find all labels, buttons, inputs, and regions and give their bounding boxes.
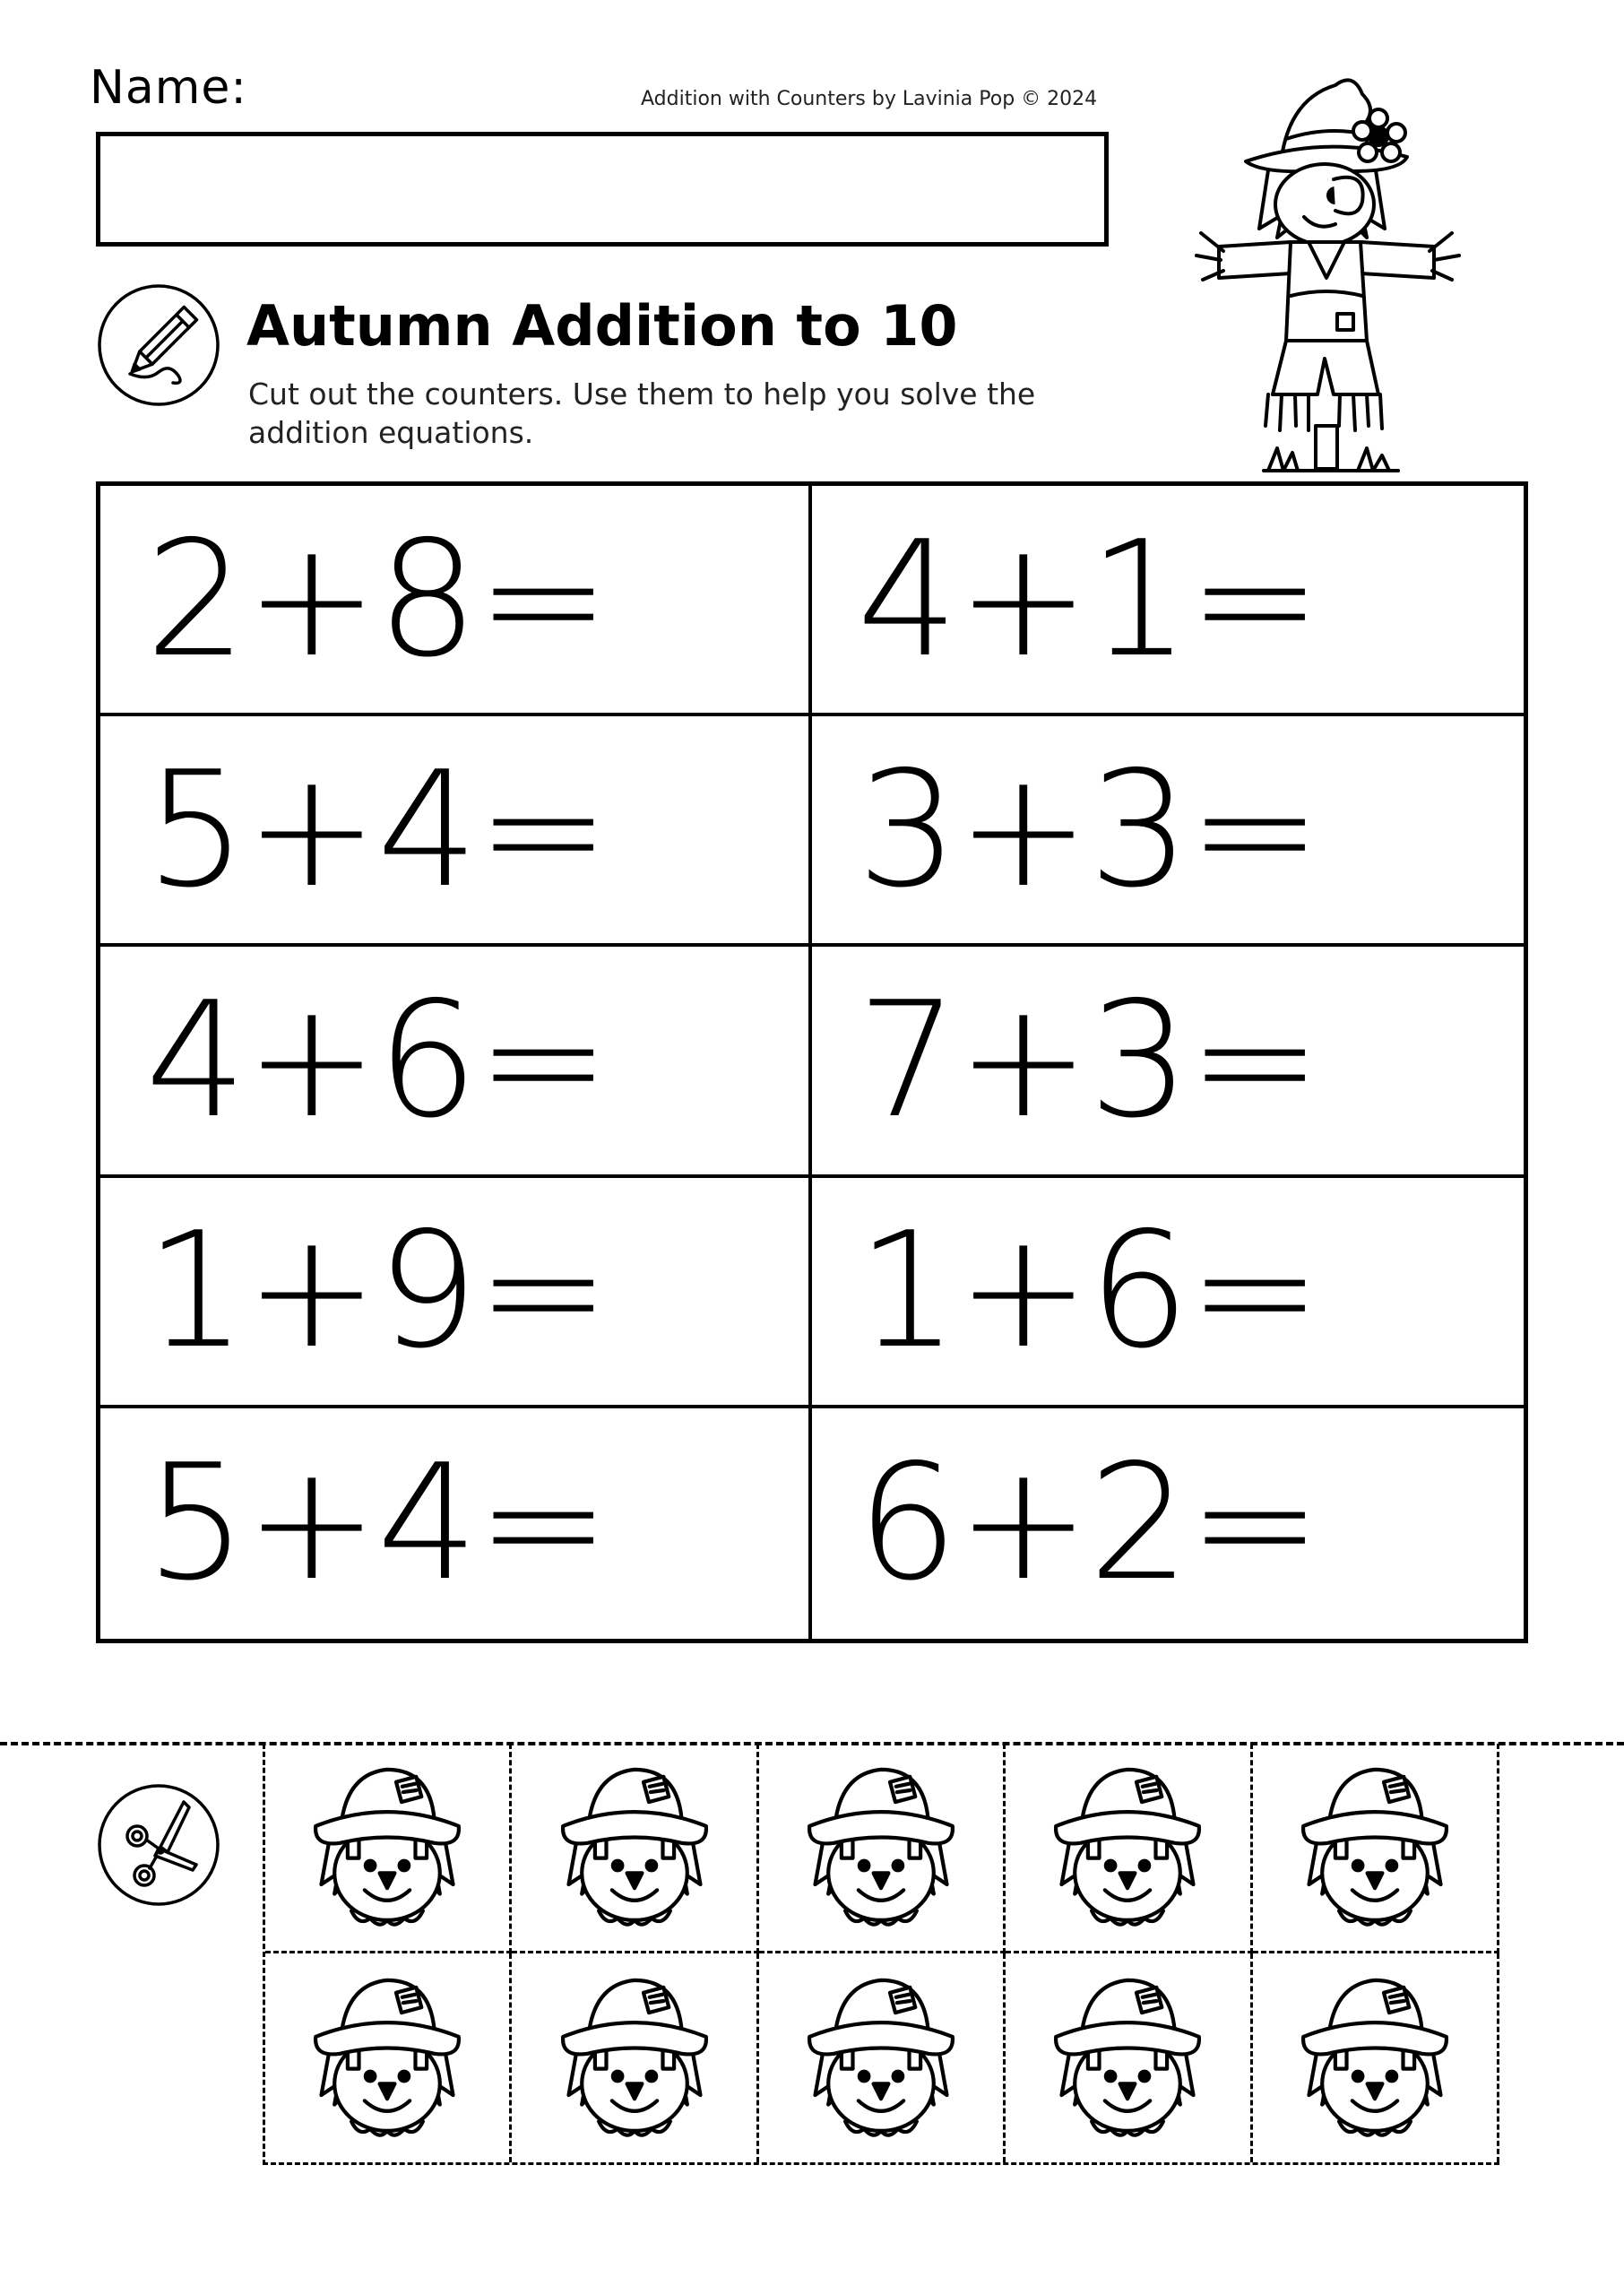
scarecrow-counter[interactable] [1006, 1744, 1252, 1953]
equation-cell[interactable]: 3+3= [812, 716, 1524, 947]
scarecrow-face-icon [1033, 1963, 1222, 2152]
scarecrow-face-icon [293, 1963, 481, 2152]
scarecrow-illustration [1183, 72, 1479, 480]
equation-cell[interactable]: 4+6= [100, 947, 812, 1177]
scarecrow-face-icon [540, 1753, 729, 1941]
instructions: Cut out the counters. Use them to help you solve the addition equations. [248, 377, 1036, 450]
equation-cell[interactable]: 1+9= [100, 1178, 812, 1408]
scarecrow-counter[interactable] [1006, 1953, 1252, 2163]
equation-cell[interactable]: 2+8= [100, 486, 812, 716]
scarecrow-counter[interactable] [265, 1953, 512, 2163]
scarecrow-counter[interactable] [512, 1744, 758, 1953]
equation-cell[interactable]: 5+4= [100, 716, 812, 947]
scarecrow-counter[interactable] [759, 1953, 1006, 2163]
scarecrow-counter[interactable] [1253, 1744, 1499, 1953]
equation-cell[interactable]: 5+4= [100, 1408, 812, 1639]
scarecrow-face-icon [293, 1753, 481, 1941]
equation-cell[interactable]: 4+1= [812, 486, 1524, 716]
pencil-icon [96, 282, 221, 408]
scarecrow-counter[interactable] [1253, 1953, 1499, 2163]
scissors-icon [96, 1782, 221, 1908]
page-title: Autumn Addition to 10 [246, 293, 958, 359]
scarecrow-face-icon [1033, 1753, 1222, 1941]
counter-grid [263, 1744, 1499, 2165]
equation-cell[interactable]: 6+2= [857, 1430, 1320, 1616]
scarecrow-counter[interactable] [265, 1744, 512, 1953]
equation-table [96, 481, 1528, 1643]
name-field[interactable] [96, 132, 1109, 247]
scarecrow-face-icon [1281, 1963, 1469, 2152]
scarecrow-face-icon [1281, 1753, 1469, 1941]
scarecrow-face-icon [540, 1963, 729, 2152]
scarecrow-face-icon [787, 1963, 975, 2152]
scarecrow-counter[interactable] [512, 1953, 758, 2163]
name-label: Name: [90, 61, 247, 115]
scarecrow-face-icon [787, 1753, 975, 1941]
equation-cell[interactable]: 7+3= [812, 947, 1524, 1177]
scarecrow-counter[interactable] [759, 1744, 1006, 1953]
equation-cell[interactable]: 1+6= [812, 1178, 1524, 1408]
copyright-credit: Addition with Counters by Lavinia Pop © 2024 [641, 88, 1098, 110]
